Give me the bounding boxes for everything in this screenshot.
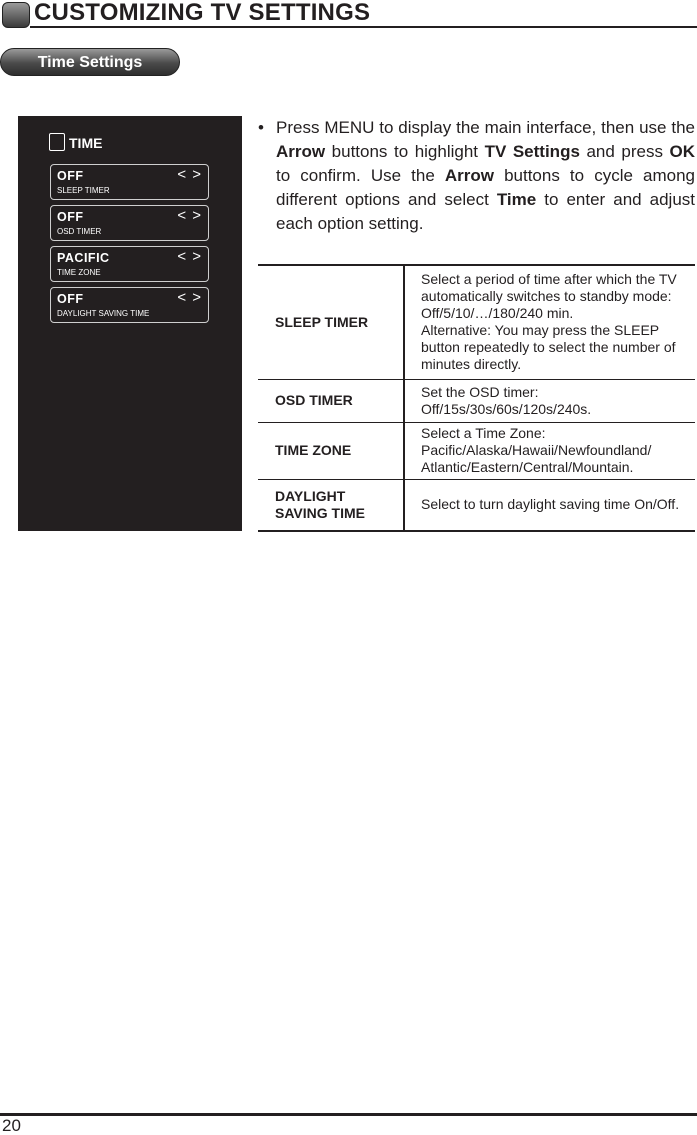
setting-name: OSD TIMER [258,379,404,422]
table-row [258,265,695,379]
description-line: Off/15s/30s/60s/120s/240s. [421,400,592,417]
tv-menu-item-value: OFF [57,210,84,224]
setting-name: TIME ZONE [258,422,404,479]
tv-menu-item-value: OFF [57,292,84,306]
instruction-keyword: Arrow [444,166,494,185]
setting-name-line: SAVING TIME [275,504,365,521]
table-row [258,479,695,531]
tv-menu-screen [18,116,242,531]
tv-menu-item-value: OFF [57,169,84,183]
table-row [258,379,695,422]
left-right-arrows-icon: < > [177,248,202,265]
section-pill: Time Settings [0,48,180,76]
tv-menu-item-value: PACIFIC [57,251,110,265]
tv-menu-item-label: DAYLIGHT SAVING TIME [57,309,150,318]
setting-description [404,422,695,479]
instruction-text: and press [579,142,670,161]
description-line: Select a Time Zone: [421,425,546,441]
section-icon [2,2,30,28]
page-title: CUSTOMIZING TV SETTINGS [34,0,371,26]
instruction-keyword: TV Settings [484,142,580,161]
instruction-keyword: Time [496,190,537,209]
instruction-text: Press MENU to display the main interface, then use the [276,118,695,137]
left-right-arrows-icon: < > [177,207,202,224]
description-line: Alternative: You may press the SLEEP button repeatedly to select the number of minutes directly. [421,322,676,373]
setting-description: Select to turn daylight saving time On/Off. [421,496,680,513]
tv-menu-item-label: OSD TIMER [57,227,102,236]
instruction-text: buttons to highlight [325,142,485,161]
setting-description [404,379,695,422]
description-line: Select a period of time after which the TV automatically switches to standby mode: Off/5/10/…/180/240 min. [421,271,677,322]
tv-menu-item-time-zone [50,246,209,282]
instruction-text: to enter and adjust each option setting. [276,190,695,233]
header-rule [30,26,697,28]
instruction-keyword: OK [669,142,695,161]
setting-description [404,265,695,379]
tv-menu-item-osd-timer [50,205,209,241]
description-line: Set the OSD timer: [421,383,539,400]
tv-menu-item-daylight-saving-time [50,287,209,323]
page-number: 20 [2,1116,21,1135]
checkbox-icon [49,133,65,151]
setting-name [258,479,404,531]
description-line: Pacific/Alaska/Hawaii/Newfoundland/ Atlantic/Eastern/Central/Mountain. [421,442,652,475]
bullet: • [258,118,264,137]
table-row [258,422,695,479]
tv-menu-item-label: SLEEP TIMER [57,186,110,195]
tv-menu-item-sleep-timer [50,164,209,200]
footer-rule [0,1113,697,1116]
tv-menu-item-label: TIME ZONE [57,268,101,277]
left-right-arrows-icon: < > [177,166,202,183]
settings-table [258,264,695,532]
instruction-text: buttons to cycle among different options and select [276,166,695,209]
setting-name: SLEEP TIMER [258,265,404,379]
setting-name-line: DAYLIGHT [275,487,346,504]
tv-menu-title: TIME [69,135,103,151]
instruction-paragraph [276,116,695,236]
instruction-keyword: Arrow [276,142,326,161]
instruction-text: to confirm. Use the [276,166,445,185]
left-right-arrows-icon: < > [177,289,202,306]
